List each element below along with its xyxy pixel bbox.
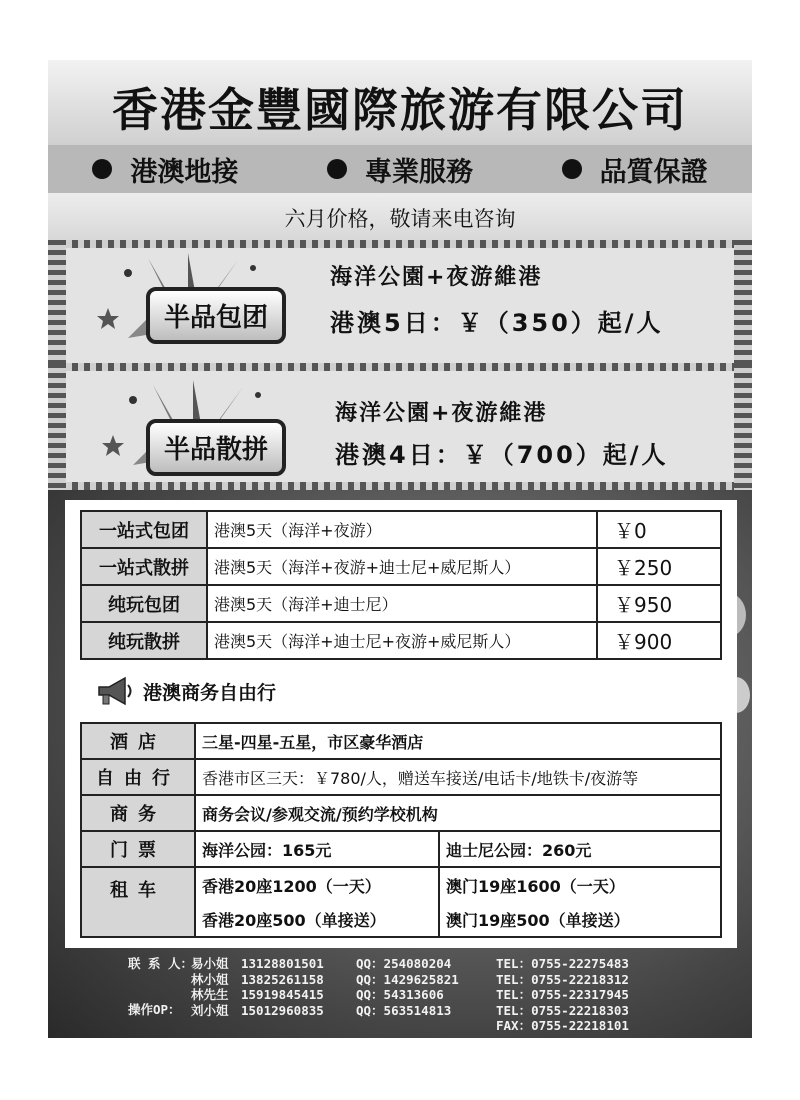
megaphone-icon	[95, 675, 135, 707]
table-row	[81, 511, 721, 548]
feature-label: 港澳地接	[130, 156, 239, 188]
tour-description: 港澳5天（海洋+迪士尼）	[207, 585, 597, 622]
table-row	[81, 759, 721, 795]
tour-description: 港澳5天（海洋+夜游）	[207, 511, 597, 548]
ticket-disney: 迪士尼公园：260元	[439, 831, 721, 867]
contact-name: 刘小姐	[191, 1002, 229, 1018]
bullet-icon	[562, 159, 582, 179]
rental-label: 租车	[81, 867, 195, 937]
zigzag-border	[48, 482, 752, 490]
package-half-shared	[48, 363, 752, 490]
feature-item	[92, 150, 238, 189]
title-band	[48, 60, 752, 145]
business-table	[80, 722, 722, 938]
rental-hk-transfer: 香港20座500（单接送）	[195, 902, 439, 937]
package-route: 海洋公園+夜游維港	[335, 401, 548, 426]
info-panel	[65, 500, 737, 948]
contact-tel: TEL：0755-22218312	[496, 971, 629, 987]
feature-bar	[48, 145, 752, 193]
contact-tel: TEL：0755-22218303	[496, 1002, 629, 1018]
table-row	[81, 831, 721, 867]
zigzag-border	[48, 240, 752, 248]
contact-phone: 13825261158	[241, 971, 324, 987]
hotel-value: 三星-四星-五星，市区豪华酒店	[195, 723, 721, 759]
table-row	[81, 548, 721, 585]
ticket-ocean-park: 海洋公园：165元	[195, 831, 439, 867]
contact-phone: 15919845415	[241, 987, 324, 1002]
rental-macau-day: 澳门19座1600（一天）	[439, 867, 721, 902]
zigzag-border	[48, 363, 752, 371]
notice-band	[48, 193, 752, 240]
tour-price: ￥0	[597, 511, 721, 548]
table-row	[81, 795, 721, 831]
feature-item	[562, 150, 708, 189]
package-route: 海洋公園+夜游維港	[330, 265, 543, 290]
affairs-label: 商务	[81, 795, 195, 831]
contact-qq: QQ：1429625821	[356, 971, 459, 987]
tour-category: 一站式包团	[81, 511, 207, 548]
bullet-icon	[327, 159, 347, 179]
contact-tel: TEL：0755-22317945	[496, 987, 629, 1002]
tour-price: ￥900	[597, 622, 721, 659]
rental-macau-transfer: 澳门19座500（单接送）	[439, 902, 721, 937]
dark-section	[48, 490, 752, 1038]
table-row	[81, 867, 721, 902]
package-price: 港澳4日：￥（700）起/人	[335, 441, 669, 469]
flyer	[48, 60, 752, 1038]
company-title: 香港金豐國際旅游有限公司	[112, 83, 688, 137]
contact-name: 易小姐	[191, 956, 229, 971]
contact-label: 联 系 人：	[128, 956, 194, 971]
contact-name: 林先生	[191, 987, 229, 1002]
business-heading	[95, 675, 276, 707]
operator-label: 操作OP：	[128, 1002, 181, 1017]
contact-tel: TEL：0755-22275483	[496, 956, 629, 971]
contact-qq: QQ：563514813	[356, 1002, 452, 1018]
zigzag-border	[48, 240, 66, 363]
feature-label: 品質保證	[599, 156, 708, 188]
feature-item	[327, 150, 473, 189]
tour-price-table	[80, 510, 722, 660]
hotel-label: 酒店	[81, 723, 195, 759]
table-row	[81, 585, 721, 622]
tour-category: 纯玩包团	[81, 585, 207, 622]
tour-price: ￥250	[597, 548, 721, 585]
package-label: 半品散拼	[146, 419, 286, 476]
zigzag-border	[734, 363, 752, 490]
contact-qq: QQ：254080204	[356, 956, 452, 971]
zigzag-border	[48, 363, 66, 490]
affairs-value: 商务会议/参观交流/预约学校机构	[195, 795, 721, 831]
tour-description: 港澳5天（海洋+夜游+迪士尼+威尼斯人）	[207, 548, 597, 585]
tickets-label: 门票	[81, 831, 195, 867]
contact-phone: 13128801501	[241, 956, 324, 971]
zigzag-border	[734, 240, 752, 363]
package-half-group	[48, 240, 752, 363]
feature-label: 專業服務	[364, 156, 473, 188]
tour-category: 纯玩散拼	[81, 622, 207, 659]
contact-qq: QQ：54313606	[356, 987, 444, 1002]
contact-fax: FAX：0755-22218101	[496, 1018, 629, 1033]
bullet-icon	[92, 159, 112, 179]
package-price: 港澳5日：￥（350）起/人	[330, 309, 664, 337]
contact-phone: 15012960835	[241, 1002, 324, 1018]
rental-hk-day: 香港20座1200（一天）	[195, 867, 439, 902]
tour-price: ￥950	[597, 585, 721, 622]
contact-name: 林小姐	[191, 971, 229, 987]
business-title: 港澳商务自由行	[143, 681, 277, 704]
free-travel-value: 香港市区三天：￥780/人，赠送车接送/电话卡/地铁卡/夜游等	[195, 759, 721, 795]
table-row	[81, 723, 721, 759]
package-label: 半品包团	[146, 287, 286, 344]
tour-description: 港澳5天（海洋+迪士尼+夜游+威尼斯人）	[207, 622, 597, 659]
tour-category: 一站式散拼	[81, 548, 207, 585]
price-notice: 六月价格，敬请来电咨询	[284, 207, 516, 231]
free-travel-label: 自由行	[81, 759, 195, 795]
table-row	[81, 622, 721, 659]
